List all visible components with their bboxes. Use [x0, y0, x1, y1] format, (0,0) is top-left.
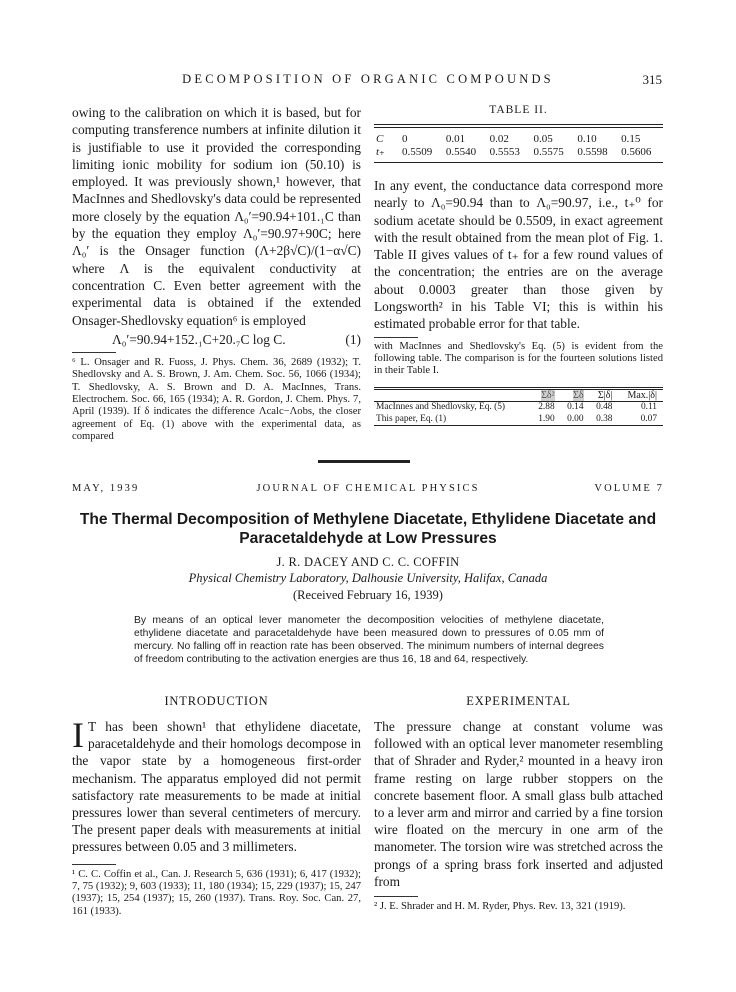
footnote-6: ⁶ L. Onsager and R. Fuoss, J. Phys. Chem. 36, 2689 (1932); T. Shedlovsky and A. S. Brown, J. Am. Chem. Soc. 56, 1066 (1934); T. Shedlovsky, A. S. Brown and D. A. MacInnes, Trans. Electrochem. Soc. 66, 165 (1934); A. R. Gordon, J. Chem. Phys. 7, April (1939). If δ indicates the difference Λcalc−Λobs, the closer agreement of Eq. (1) above with the experimental data, as compared — [72, 356, 361, 443]
table-cell: MacInnes and Shedlovsky, Eq. (5) — [376, 402, 506, 413]
volume: VOLUME 7 — [594, 483, 664, 494]
table-cell: t₊ — [376, 145, 385, 158]
table-cell: 0.02 — [489, 133, 509, 145]
affiliation: Physical Chemistry Laboratory, Dalhousie University, Halifax, Canada — [188, 571, 548, 585]
table-header: Σδ² — [541, 389, 555, 401]
table-cell: 0.00 — [567, 413, 584, 424]
journal-name: JOURNAL OF CHEMICAL PHYSICS — [256, 483, 480, 494]
running-title: DECOMPOSITION OF ORGANIC COMPOUNDS — [182, 72, 554, 86]
authors: J. R. DACEY AND C. C. COFFIN — [276, 555, 460, 569]
table-cell: 0.5606 — [621, 145, 652, 158]
table-cell: C — [376, 133, 384, 145]
footnote-continuation: with MacInnes and Shedlovsky's Eq. (5) is evident from the following table. The comparison is for the fourteen solutions listed in their Table I. — [374, 340, 663, 377]
footnote-rule — [374, 337, 418, 338]
table-2 — [374, 133, 663, 158]
table-2-top-rule — [374, 124, 663, 128]
continued-paragraph: owing to the calibration on which it is based, but for computing transference numbers at infinite dilution it is justifiable to use it provided the corresponding limiting ionic mobility for sodium ion (50.10) is employed. It was previously shown,¹ however, that MacInnes and Shedlovsky's data could be represented more closely by the equation Λ₀′=90.94+101.₁C than by the equation they employ Λ₀′=90.97+90C; here Λ₀′ is the Onsager function (Λ+2β√C)/(1−α√C) where Λ is the equivalent conductivity at concentration C. Even better agreement with the experimental data is obtained if the extended Onsager-Shedlovsky equation⁶ is employed — [72, 105, 361, 328]
table-cell: 0.5540 — [445, 145, 477, 158]
table-header: Max.|δ| — [627, 389, 657, 401]
running-head — [0, 72, 736, 88]
table-cell: 2.88 — [538, 402, 555, 413]
table-cell: 0.5575 — [533, 145, 564, 158]
drop-cap: I — [72, 715, 84, 755]
table-3 — [374, 390, 663, 427]
table-cell: 0.07 — [640, 413, 657, 424]
article-separator-rule — [318, 460, 410, 463]
introduction-column — [72, 694, 361, 918]
introduction-text: T has been shown¹ that ethylidene diacetate, paracetaldehyde and their homologs decompose in the vapor state by a homogeneous first-order mechanism. The apparatus employed did not permit satisfactory rate measurements to be made at initial pressures lower than several centimeters of mercury. The present paper deals with measurements at initial pressures between 0.05 and 3 millimeters. — [72, 719, 361, 855]
footnote-rule — [72, 864, 116, 865]
article-title — [60, 510, 676, 548]
equation-number: (1) — [345, 331, 361, 347]
table-cell: 0.5509 — [402, 145, 433, 158]
issue-date: MAY, 1939 — [72, 483, 140, 494]
table-header — [374, 390, 532, 402]
table-cell: 0.15 — [621, 133, 641, 145]
footnote-rule — [72, 352, 116, 353]
section-heading-introduction: INTRODUCTION — [164, 694, 269, 708]
equation-text: Λ₀′=90.94+152.₁C+20.₇C log C. — [112, 331, 286, 347]
table-cell: 0.14 — [567, 402, 584, 413]
table-cell: 1.90 — [538, 413, 555, 424]
experimental-paragraph: The pressure change at constant volume was followed with an optical lever manometer resembling that of Shrader and Ryder,² mounted in a heavy iron frame resting on large rubber stoppers on the concrete basement floor. A small glass bulb attached to a lever arm and mirror and carried by a fine torsion wire floated on the mercury in one arm of the manometer. The torsion wire was stretched across the prongs of a spring brass fork inserted and adjusted from — [374, 719, 663, 889]
footnote-1: ¹ C. C. Coffin et al., Can. J. Research 5, 636 (1931); 6, 417 (1932); 7, 75 (1932); 9, 603 (1933); 11, 180 (1934); 15, 229 (1937); 15, 247 (1937); 15, 254 (1937); 15, 260 (1937). Trans. Roy. Soc. Can. 27, 161 (1933). — [72, 868, 361, 917]
journal-line — [72, 483, 664, 499]
table-header-row — [374, 390, 663, 402]
table-row — [374, 133, 663, 146]
table-cell: 0.11 — [640, 402, 657, 413]
table-header: Σδ — [573, 389, 584, 401]
top-left-column — [72, 104, 361, 444]
table-cell: 0 — [402, 133, 408, 145]
table-cell: 0.10 — [577, 133, 597, 145]
title-line-2: Paracetaldehyde at Low Pressures — [239, 530, 497, 547]
table-cell: 0.01 — [445, 133, 466, 145]
table-2-caption: TABLE II. — [489, 104, 548, 116]
introduction-paragraph — [72, 715, 361, 856]
experimental-column — [374, 694, 663, 913]
table-row — [374, 414, 663, 426]
table-header: Σ|δ| — [597, 389, 613, 401]
received-date: (Received February 16, 1939) — [293, 588, 443, 602]
footnote-2: ² J. E. Shrader and H. M. Ryder, Phys. Rev. 13, 321 (1919). — [374, 901, 626, 913]
table-row — [374, 146, 663, 159]
footnote-rule — [374, 896, 418, 897]
abstract: By means of an optical lever manometer the decomposition velocities of methylene diacetate, ethylidene diacetate and paracetaldehyde have been measured down to pressures of 0.05 mm of mercury. No falling off in reaction rate has been observed. The minimum numbers of internal degrees of freedom contributing to the activation energies are thus 16, 18 and 64, respectively. — [134, 615, 604, 665]
title-line-1: The Thermal Decomposition of Methylene Diacetate, Ethylidene Diacetate and — [79, 511, 657, 528]
table-cell: 0.5598 — [577, 145, 608, 158]
table-cell: 0.05 — [533, 133, 553, 145]
page-number: 315 — [642, 72, 662, 87]
table-cell: 0.38 — [596, 413, 613, 424]
table-cell: 0.5553 — [489, 145, 520, 158]
equation-1 — [72, 331, 361, 348]
table-cell: 0.48 — [596, 402, 613, 413]
table-2-bottom-rule — [374, 162, 663, 163]
section-heading-experimental: EXPERIMENTAL — [466, 694, 571, 708]
table-cell: This paper, Eq. (1) — [376, 413, 447, 424]
table-row — [374, 402, 663, 414]
body-paragraph: In any event, the conductance data correspond more nearly to Λ₀=90.94 than to Λ₀=90.97, i.e., t₊⁰ for sodium acetate should be 0.5509, in exact agreement with the result obtained from the mean plot of Fig. 1. Table II gives values of t₊ for a few round values of the concentration; the entries are on the average about 0.0003 greater than those given by Longsworth² in his Table VI; this is within his estimated probable error for that table. — [374, 178, 663, 332]
top-right-column — [374, 104, 663, 426]
